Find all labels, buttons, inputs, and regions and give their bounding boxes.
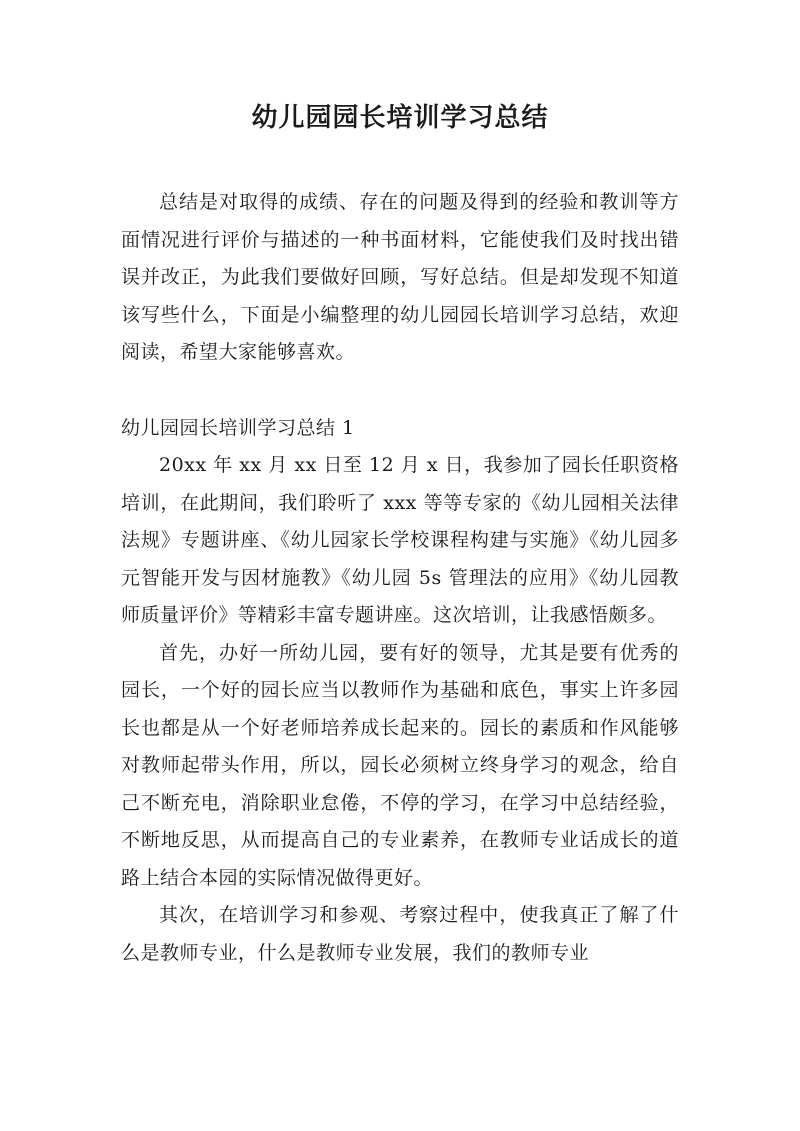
body-paragraph: 其次，在培训学习和参观、考察过程中，使我真正了解了什么是教师专业，什么是教师专业发展，我们的教师专业 [121,904,679,964]
document-body [121,184,679,972]
paragraph-spacer [121,372,679,410]
document-title: 幼儿园园长培训学习总结 [251,103,549,133]
intro-paragraph: 总结是对取得的成绩、存在的问题及得到的经验和教训等方面情况进行评价与描述的一种书面材料，它能使我们及时找出错误并改正，为此我们要做好回顾，写好总结。但是却发现不知道该写些什么，下面是小编整理的幼儿园园长培训学习总结，欢迎阅读，希望大家能够喜欢。 [121,191,679,363]
body-paragraph: 20xx 年 xx 月 xx 日至 12 月 x 日，我参加了园长任职资格培训，在此期间，我们聆听了 xxx 等等专家的《幼儿园相关法律法规》专题讲座、《幼儿园家长学校课程构建与实施》《幼儿园多元智能开发与因材施教》《幼儿园 5s 管理法的应用》《幼儿园教师质量评价》等精彩丰富专题讲座。这次培训，让我感悟颇多。 [121,454,679,626]
section-heading: 幼儿园园长培训学习总结 1 [121,416,355,439]
body-paragraph: 首先，办好一所幼儿园，要有好的领导，尤其是要有优秀的园长，一个好的园长应当以教师作为基础和底色，事实上许多园长也都是从一个好老师培养成长起来的。园长的素质和作风能够对教师起带头作用，所以，园长必须树立终身学习的观念，给自己不断充电，消除职业怠倦，不停的学习，在学习中总结经验，不断地反思，从而提高自己的专业素养，在教师专业话成长的道路上结合本园的实际情况做得更好。 [121,641,679,889]
